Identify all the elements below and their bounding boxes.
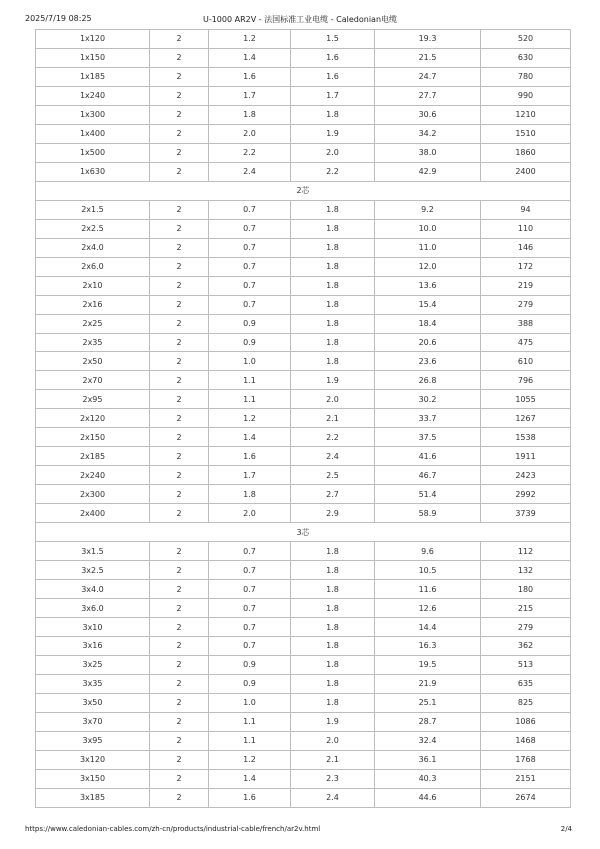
table-row xyxy=(36,143,571,162)
weight-cell: 1768 xyxy=(481,750,571,769)
insulation-cell: 2.0 xyxy=(209,504,291,523)
insulation-cell: 1.6 xyxy=(209,67,291,86)
diameter-cell: 38.0 xyxy=(375,143,481,162)
diameter-cell: 27.7 xyxy=(375,86,481,105)
diameter-cell: 30.6 xyxy=(375,105,481,124)
diameter-cell: 51.4 xyxy=(375,485,481,504)
sheath-cell: 2.4 xyxy=(291,447,375,466)
insulation-cell: 0.7 xyxy=(209,618,291,637)
weight-cell: 362 xyxy=(481,637,571,656)
insulation-cell: 1.7 xyxy=(209,86,291,105)
insulation-cell: 0.7 xyxy=(209,580,291,599)
cores-cell: 2 xyxy=(150,238,209,257)
cores-cell: 2 xyxy=(150,295,209,314)
sheath-cell: 2.7 xyxy=(291,485,375,504)
insulation-cell: 1.0 xyxy=(209,352,291,371)
spec-cell: 2x1.5 xyxy=(36,200,150,219)
sheath-cell: 1.8 xyxy=(291,561,375,580)
insulation-cell: 0.7 xyxy=(209,637,291,656)
section-header-row xyxy=(36,181,571,200)
spec-cell: 3x150 xyxy=(36,769,150,788)
weight-cell: 180 xyxy=(481,580,571,599)
diameter-cell: 32.4 xyxy=(375,731,481,750)
table-row xyxy=(36,162,571,181)
insulation-cell: 1.2 xyxy=(209,409,291,428)
cores-cell: 2 xyxy=(150,637,209,656)
weight-cell: 1055 xyxy=(481,390,571,409)
weight-cell: 146 xyxy=(481,238,571,257)
diameter-cell: 33.7 xyxy=(375,409,481,428)
weight-cell: 94 xyxy=(481,200,571,219)
diameter-cell: 15.4 xyxy=(375,295,481,314)
cores-cell: 2 xyxy=(150,86,209,105)
spec-cell: 1x185 xyxy=(36,67,150,86)
insulation-cell: 1.1 xyxy=(209,731,291,750)
diameter-cell: 40.3 xyxy=(375,769,481,788)
diameter-cell: 24.7 xyxy=(375,67,481,86)
cores-cell: 2 xyxy=(150,428,209,447)
table-row xyxy=(36,30,571,49)
cores-cell: 2 xyxy=(150,542,209,561)
insulation-cell: 0.9 xyxy=(209,655,291,674)
weight-cell: 2674 xyxy=(481,788,571,807)
diameter-cell: 12.0 xyxy=(375,257,481,276)
table-row xyxy=(36,580,571,599)
insulation-cell: 1.8 xyxy=(209,105,291,124)
diameter-cell: 21.9 xyxy=(375,674,481,693)
spec-cell: 3x35 xyxy=(36,674,150,693)
spec-cell: 2x120 xyxy=(36,409,150,428)
weight-cell: 1538 xyxy=(481,428,571,447)
spec-cell: 1x300 xyxy=(36,105,150,124)
weight-cell: 1911 xyxy=(481,447,571,466)
diameter-cell: 37.5 xyxy=(375,428,481,447)
cores-cell: 2 xyxy=(150,333,209,352)
spec-cell: 2x70 xyxy=(36,371,150,390)
sheath-cell: 1.8 xyxy=(291,238,375,257)
cores-cell: 2 xyxy=(150,655,209,674)
cores-cell: 2 xyxy=(150,731,209,750)
cores-cell: 2 xyxy=(150,124,209,143)
spec-cell: 2x2.5 xyxy=(36,219,150,238)
diameter-cell: 20.6 xyxy=(375,333,481,352)
insulation-cell: 1.8 xyxy=(209,485,291,504)
weight-cell: 3739 xyxy=(481,504,571,523)
insulation-cell: 0.7 xyxy=(209,542,291,561)
sheath-cell: 2.0 xyxy=(291,390,375,409)
insulation-cell: 0.7 xyxy=(209,238,291,257)
weight-cell: 112 xyxy=(481,542,571,561)
table-row xyxy=(36,238,571,257)
weight-cell: 825 xyxy=(481,693,571,712)
weight-cell: 513 xyxy=(481,655,571,674)
spec-cell: 3x4.0 xyxy=(36,580,150,599)
sheath-cell: 2.3 xyxy=(291,769,375,788)
insulation-cell: 1.7 xyxy=(209,466,291,485)
insulation-cell: 0.9 xyxy=(209,333,291,352)
table-row xyxy=(36,124,571,143)
insulation-cell: 2.0 xyxy=(209,124,291,143)
insulation-cell: 1.6 xyxy=(209,447,291,466)
diameter-cell: 9.6 xyxy=(375,542,481,561)
table-row xyxy=(36,788,571,807)
diameter-cell: 13.6 xyxy=(375,276,481,295)
insulation-cell: 0.9 xyxy=(209,674,291,693)
page-url: https://www.caledonian-cables.com/zh-cn/products/industrial-cable/french/ar2v.html xyxy=(25,825,321,833)
diameter-cell: 11.0 xyxy=(375,238,481,257)
sheath-cell: 1.8 xyxy=(291,599,375,618)
spec-cell: 3x95 xyxy=(36,731,150,750)
diameter-cell: 12.6 xyxy=(375,599,481,618)
table-row xyxy=(36,599,571,618)
diameter-cell: 42.9 xyxy=(375,162,481,181)
print-timestamp: 2025/7/19 08:25 xyxy=(25,14,92,23)
sheath-cell: 1.8 xyxy=(291,333,375,352)
diameter-cell: 21.5 xyxy=(375,48,481,67)
spec-cell: 2x6.0 xyxy=(36,257,150,276)
sheath-cell: 1.9 xyxy=(291,712,375,731)
sheath-cell: 1.8 xyxy=(291,542,375,561)
table-row xyxy=(36,618,571,637)
insulation-cell: 2.4 xyxy=(209,162,291,181)
sheath-cell: 2.9 xyxy=(291,504,375,523)
weight-cell: 520 xyxy=(481,30,571,49)
table-row xyxy=(36,750,571,769)
cores-cell: 2 xyxy=(150,466,209,485)
cores-cell: 2 xyxy=(150,561,209,580)
spec-cell: 1x240 xyxy=(36,86,150,105)
spec-cell: 3x25 xyxy=(36,655,150,674)
insulation-cell: 0.7 xyxy=(209,200,291,219)
spec-cell: 1x150 xyxy=(36,48,150,67)
cores-cell: 2 xyxy=(150,314,209,333)
spec-cell: 2x25 xyxy=(36,314,150,333)
sheath-cell: 2.2 xyxy=(291,428,375,447)
weight-cell: 215 xyxy=(481,599,571,618)
sheath-cell: 1.6 xyxy=(291,67,375,86)
sheath-cell: 1.8 xyxy=(291,314,375,333)
weight-cell: 630 xyxy=(481,48,571,67)
diameter-cell: 25.1 xyxy=(375,693,481,712)
weight-cell: 990 xyxy=(481,86,571,105)
section-header-row xyxy=(36,523,571,542)
insulation-cell: 0.9 xyxy=(209,314,291,333)
weight-cell: 1510 xyxy=(481,124,571,143)
weight-cell: 2423 xyxy=(481,466,571,485)
weight-cell: 1267 xyxy=(481,409,571,428)
diameter-cell: 23.6 xyxy=(375,352,481,371)
table-row xyxy=(36,674,571,693)
table-row xyxy=(36,333,571,352)
table-row xyxy=(36,447,571,466)
cores-cell: 2 xyxy=(150,143,209,162)
spec-cell: 3x50 xyxy=(36,693,150,712)
insulation-cell: 0.7 xyxy=(209,295,291,314)
table-body xyxy=(36,30,571,808)
weight-cell: 1860 xyxy=(481,143,571,162)
sheath-cell: 1.8 xyxy=(291,105,375,124)
cores-cell: 2 xyxy=(150,219,209,238)
table-row xyxy=(36,390,571,409)
diameter-cell: 19.5 xyxy=(375,655,481,674)
cores-cell: 2 xyxy=(150,162,209,181)
table-row xyxy=(36,561,571,580)
sheath-cell: 1.8 xyxy=(291,693,375,712)
insulation-cell: 1.6 xyxy=(209,788,291,807)
table-row xyxy=(36,105,571,124)
table-row xyxy=(36,86,571,105)
cores-cell: 2 xyxy=(150,599,209,618)
diameter-cell: 18.4 xyxy=(375,314,481,333)
sheath-cell: 1.8 xyxy=(291,257,375,276)
insulation-cell: 1.1 xyxy=(209,712,291,731)
table-row xyxy=(36,409,571,428)
weight-cell: 1086 xyxy=(481,712,571,731)
table-row xyxy=(36,295,571,314)
cores-cell: 2 xyxy=(150,257,209,276)
spec-cell: 2x300 xyxy=(36,485,150,504)
weight-cell: 2992 xyxy=(481,485,571,504)
sheath-cell: 1.8 xyxy=(291,276,375,295)
cores-cell: 2 xyxy=(150,580,209,599)
spec-cell: 2x4.0 xyxy=(36,238,150,257)
weight-cell: 2151 xyxy=(481,769,571,788)
table-row xyxy=(36,637,571,656)
section-label: 2芯 xyxy=(36,181,571,200)
sheath-cell: 1.8 xyxy=(291,674,375,693)
table-row xyxy=(36,542,571,561)
sheath-cell: 2.2 xyxy=(291,162,375,181)
table-row xyxy=(36,693,571,712)
insulation-cell: 0.7 xyxy=(209,276,291,295)
sheath-cell: 1.8 xyxy=(291,618,375,637)
spec-cell: 2x16 xyxy=(36,295,150,314)
diameter-cell: 28.7 xyxy=(375,712,481,731)
diameter-cell: 30.2 xyxy=(375,390,481,409)
sheath-cell: 1.8 xyxy=(291,637,375,656)
diameter-cell: 19.3 xyxy=(375,30,481,49)
diameter-cell: 10.5 xyxy=(375,561,481,580)
sheath-cell: 1.9 xyxy=(291,371,375,390)
weight-cell: 388 xyxy=(481,314,571,333)
spec-cell: 2x10 xyxy=(36,276,150,295)
spec-cell: 1x400 xyxy=(36,124,150,143)
sheath-cell: 1.8 xyxy=(291,219,375,238)
cores-cell: 2 xyxy=(150,200,209,219)
sheath-cell: 2.4 xyxy=(291,788,375,807)
spec-cell: 3x10 xyxy=(36,618,150,637)
table-row xyxy=(36,314,571,333)
weight-cell: 610 xyxy=(481,352,571,371)
table-row xyxy=(36,731,571,750)
spec-cell: 3x6.0 xyxy=(36,599,150,618)
weight-cell: 172 xyxy=(481,257,571,276)
insulation-cell: 0.7 xyxy=(209,599,291,618)
page-title: U-1000 AR2V - 法国标准工业电缆 - Caledonian电缆 xyxy=(202,15,398,24)
spec-cell: 3x2.5 xyxy=(36,561,150,580)
spec-cell: 1x630 xyxy=(36,162,150,181)
table-row xyxy=(36,485,571,504)
diameter-cell: 58.9 xyxy=(375,504,481,523)
sheath-cell: 1.6 xyxy=(291,48,375,67)
cores-cell: 2 xyxy=(150,447,209,466)
sheath-cell: 1.8 xyxy=(291,580,375,599)
table-row xyxy=(36,504,571,523)
weight-cell: 279 xyxy=(481,618,571,637)
table-row xyxy=(36,655,571,674)
section-label: 3芯 xyxy=(36,523,571,542)
cores-cell: 2 xyxy=(150,693,209,712)
cores-cell: 2 xyxy=(150,504,209,523)
cores-cell: 2 xyxy=(150,276,209,295)
table-row xyxy=(36,712,571,731)
diameter-cell: 14.4 xyxy=(375,618,481,637)
table-row xyxy=(36,371,571,390)
table-row xyxy=(36,352,571,371)
weight-cell: 635 xyxy=(481,674,571,693)
cores-cell: 2 xyxy=(150,409,209,428)
sheath-cell: 1.8 xyxy=(291,200,375,219)
sheath-cell: 1.8 xyxy=(291,655,375,674)
table-row xyxy=(36,257,571,276)
diameter-cell: 36.1 xyxy=(375,750,481,769)
weight-cell: 1210 xyxy=(481,105,571,124)
weight-cell: 132 xyxy=(481,561,571,580)
spec-cell: 2x35 xyxy=(36,333,150,352)
spec-cell: 3x185 xyxy=(36,788,150,807)
cores-cell: 2 xyxy=(150,769,209,788)
diameter-cell: 11.6 xyxy=(375,580,481,599)
sheath-cell: 2.1 xyxy=(291,409,375,428)
sheath-cell: 1.8 xyxy=(291,352,375,371)
diameter-cell: 16.3 xyxy=(375,637,481,656)
spec-cell: 3x1.5 xyxy=(36,542,150,561)
insulation-cell: 1.2 xyxy=(209,750,291,769)
table-row xyxy=(36,769,571,788)
insulation-cell: 1.0 xyxy=(209,693,291,712)
weight-cell: 110 xyxy=(481,219,571,238)
weight-cell: 796 xyxy=(481,371,571,390)
sheath-cell: 1.8 xyxy=(291,295,375,314)
spec-cell: 2x400 xyxy=(36,504,150,523)
weight-cell: 475 xyxy=(481,333,571,352)
insulation-cell: 1.1 xyxy=(209,390,291,409)
spec-cell: 3x120 xyxy=(36,750,150,769)
cores-cell: 2 xyxy=(150,390,209,409)
cores-cell: 2 xyxy=(150,788,209,807)
cable-spec-table xyxy=(35,29,571,808)
table-row xyxy=(36,276,571,295)
sheath-cell: 2.0 xyxy=(291,731,375,750)
insulation-cell: 1.4 xyxy=(209,48,291,67)
cores-cell: 2 xyxy=(150,30,209,49)
cores-cell: 2 xyxy=(150,618,209,637)
table-row xyxy=(36,48,571,67)
sheath-cell: 1.7 xyxy=(291,86,375,105)
sheath-cell: 2.5 xyxy=(291,466,375,485)
insulation-cell: 1.1 xyxy=(209,371,291,390)
spec-cell: 2x150 xyxy=(36,428,150,447)
diameter-cell: 34.2 xyxy=(375,124,481,143)
sheath-cell: 1.9 xyxy=(291,124,375,143)
weight-cell: 2400 xyxy=(481,162,571,181)
spec-cell: 3x70 xyxy=(36,712,150,731)
spec-cell: 2x50 xyxy=(36,352,150,371)
cores-cell: 2 xyxy=(150,371,209,390)
insulation-cell: 1.4 xyxy=(209,769,291,788)
cores-cell: 2 xyxy=(150,48,209,67)
page-number: 2/4 xyxy=(560,825,572,833)
diameter-cell: 10.0 xyxy=(375,219,481,238)
spec-cell: 1x120 xyxy=(36,30,150,49)
weight-cell: 279 xyxy=(481,295,571,314)
table-row xyxy=(36,67,571,86)
table-row xyxy=(36,428,571,447)
table-row xyxy=(36,466,571,485)
diameter-cell: 26.8 xyxy=(375,371,481,390)
cores-cell: 2 xyxy=(150,352,209,371)
spec-cell: 3x16 xyxy=(36,637,150,656)
spec-cell: 2x240 xyxy=(36,466,150,485)
diameter-cell: 44.6 xyxy=(375,788,481,807)
insulation-cell: 0.7 xyxy=(209,561,291,580)
insulation-cell: 0.7 xyxy=(209,219,291,238)
insulation-cell: 1.2 xyxy=(209,30,291,49)
cores-cell: 2 xyxy=(150,674,209,693)
insulation-cell: 2.2 xyxy=(209,143,291,162)
cores-cell: 2 xyxy=(150,67,209,86)
spec-cell: 2x95 xyxy=(36,390,150,409)
table-row xyxy=(36,200,571,219)
table-row xyxy=(36,219,571,238)
weight-cell: 1468 xyxy=(481,731,571,750)
spec-cell: 2x185 xyxy=(36,447,150,466)
diameter-cell: 46.7 xyxy=(375,466,481,485)
weight-cell: 219 xyxy=(481,276,571,295)
diameter-cell: 9.2 xyxy=(375,200,481,219)
sheath-cell: 2.1 xyxy=(291,750,375,769)
sheath-cell: 2.0 xyxy=(291,143,375,162)
insulation-cell: 0.7 xyxy=(209,257,291,276)
diameter-cell: 41.6 xyxy=(375,447,481,466)
cores-cell: 2 xyxy=(150,712,209,731)
cores-cell: 2 xyxy=(150,485,209,504)
cores-cell: 2 xyxy=(150,750,209,769)
spec-cell: 1x500 xyxy=(36,143,150,162)
insulation-cell: 1.4 xyxy=(209,428,291,447)
weight-cell: 780 xyxy=(481,67,571,86)
cores-cell: 2 xyxy=(150,105,209,124)
sheath-cell: 1.5 xyxy=(291,30,375,49)
